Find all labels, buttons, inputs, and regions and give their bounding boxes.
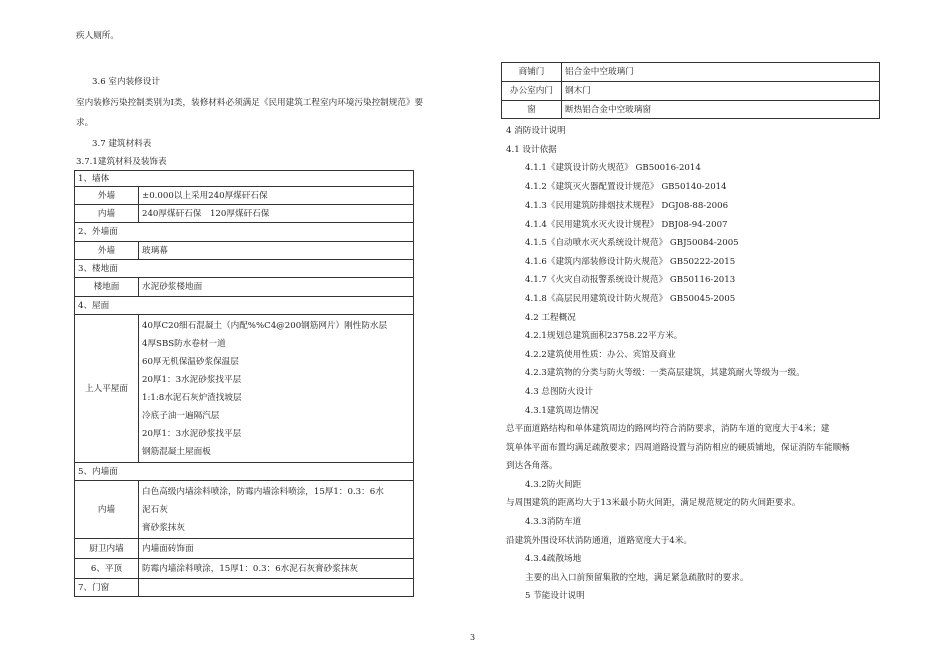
reference-item: 4.1.6《建筑内部装修设计防火规范》 GB50222-2015 (525, 257, 736, 267)
section-heading: 4.3.2防火间距 (525, 480, 582, 490)
section-row: 1、墙体 (75, 171, 414, 187)
section-heading: 4.3.4疏散场地 (525, 554, 582, 564)
row-value: 防霉内墙涂料喷涂，15厚1：0.3：6水泥石灰膏砂浆抹灰 (139, 559, 414, 579)
roof-layer: 1:1:8水泥石灰炉渣找坡层 (142, 392, 242, 403)
section-heading: 4.1 设计依据 (506, 145, 557, 155)
door-label: 办公室内门 (502, 82, 562, 101)
section-row: 7、门窗 (75, 579, 139, 597)
doors-table (501, 62, 880, 119)
section-row: 2、外墙面 (75, 223, 414, 242)
roof-layer: 40厚C20细石混凝土（内配%%C4@200钢筋网片）刚性防水层 (142, 320, 388, 331)
section-heading: 4.3.1建筑周边情况 (525, 406, 599, 416)
row-value: 内墙面砖饰面 (139, 539, 414, 559)
row-label: 外墙 (75, 187, 139, 205)
inner-wall-line: 膏砂浆抹灰 (142, 522, 185, 533)
section-row: 5、内墙面 (75, 463, 414, 481)
row-label: 内墙 (75, 481, 139, 539)
paragraph-line: 主要的出入口前预留集散的空地，满足紧急疏散时的要求。 (525, 573, 749, 583)
section-row: 4、屋面 (75, 297, 414, 315)
roof-layers-cell (139, 315, 414, 463)
reference-item: 4.1.3《民用建筑防排烟技术规程》 DGJ08-88-2006 (525, 201, 729, 211)
row-value: 水泥砂浆楼地面 (139, 278, 414, 297)
roof-layer: 冷底子油一遍隔汽层 (142, 410, 220, 421)
reference-item: 4.1.8《高层民用建筑设计防火规范》 GB50045-2005 (525, 294, 736, 304)
paragraph-line: 4.2.2建筑使用性质：办公、宾馆及商业 (525, 350, 676, 360)
empty-cell (139, 579, 414, 597)
table-caption: 3.7.1建筑材料及装饰表 (76, 157, 167, 167)
reference-item: 4.1.4《民用建筑水灭火设计规程》 DBJ08-94-2007 (525, 220, 728, 230)
row-value: 玻璃幕 (139, 242, 414, 260)
paragraph-line: 筑单体平面布置均满足疏散要求；四周道路设置与消防相应的硬质铺地，保证消防车能顺畅 (506, 443, 850, 453)
section-heading: 3.6 室内装修设计 (92, 77, 160, 87)
row-label: 外墙 (75, 242, 139, 260)
row-label: 上人平屋面 (75, 315, 139, 463)
text-line: 疾人厕所。 (76, 31, 119, 41)
materials-table (74, 170, 414, 597)
row-value: 240厚煤矸石保 120厚煤矸石保 (139, 205, 414, 223)
section-row: 3、楼地面 (75, 260, 414, 278)
roof-layer: 钢筋混凝土屋面板 (142, 446, 211, 457)
door-value: 钢木门 (562, 82, 880, 101)
door-value: 铝合金中空玻璃门 (562, 63, 880, 82)
section-heading: 4.3.3消防车道 (525, 517, 582, 527)
paragraph-line: 到达各角落。 (506, 461, 558, 471)
inner-wall-line: 泥石灰 (142, 504, 168, 515)
paragraph-line: 与周围建筑的距离均大于13米最小防火间距，满足规范规定的防火间距要求。 (506, 498, 801, 508)
section-heading: 4 消防设计说明 (506, 126, 566, 136)
reference-item: 4.1.7《火灾自动报警系统设计规范》 GB50116-2013 (525, 275, 736, 285)
paragraph-line: 室内装修污染控制类别为Ⅰ类，装修材料必须满足《民用建筑工程室内环境污染控制规范》要 (76, 98, 424, 108)
row-value: ±0.000以上采用240厚煤矸石保 (139, 187, 414, 205)
inner-wall-line: 白色高级内墙涂料喷涂，防霉内墙涂料喷涂，15厚1：0.3：6水 (142, 486, 384, 497)
roof-layer: 20厚1：3水泥砂浆找平层 (142, 374, 242, 385)
paragraph-line: 总平面道路结构和单体建筑周边的路网均符合消防要求，消防车道的宽度大于4米；建 (506, 424, 830, 434)
door-label: 窗 (502, 101, 562, 119)
roof-layer: 4厚SBS防水卷材一道 (142, 338, 226, 349)
inner-wall-cell (139, 481, 414, 539)
paragraph-line: 4.2.3建筑物的分类与防火等级：一类高层建筑，其建筑耐火等级为一级。 (525, 368, 805, 378)
paragraph-line: 沿建筑外围设环状消防通道，道路宽度大于4米。 (506, 536, 692, 546)
section-heading: 4.2 工程概况 (525, 313, 576, 323)
reference-item: 4.1.1《建筑设计防火规范》 GB50016-2014 (525, 163, 701, 173)
row-label: 楼地面 (75, 278, 139, 297)
section-heading: 4.3 总图防火设计 (525, 387, 593, 397)
row-label: 厨卫内墙 (75, 539, 139, 559)
door-value: 断热铝合金中空玻璃窗 (562, 101, 880, 119)
roof-layer: 20厚1：3水泥砂浆找平层 (142, 428, 242, 439)
reference-item: 4.1.2《建筑灭火器配置设计规范》 GB50140-2014 (525, 182, 727, 192)
section-heading: 5 节能设计说明 (525, 591, 585, 601)
row-label: 6、平顶 (75, 559, 139, 579)
paragraph-line: 4.2.1规划总建筑面积23758.22平方米。 (525, 331, 683, 341)
door-label: 商铺门 (502, 63, 562, 82)
section-heading: 3.7 建筑材料表 (92, 139, 152, 149)
paragraph-line: 求。 (76, 118, 94, 128)
roof-layer: 60厚无机保温砂浆保温层 (142, 356, 239, 367)
page-number: 3 (470, 633, 476, 642)
reference-item: 4.1.5《自动喷水灭火系统设计规范》 GBJ50084-2005 (525, 238, 739, 248)
row-label: 内墙 (75, 205, 139, 223)
